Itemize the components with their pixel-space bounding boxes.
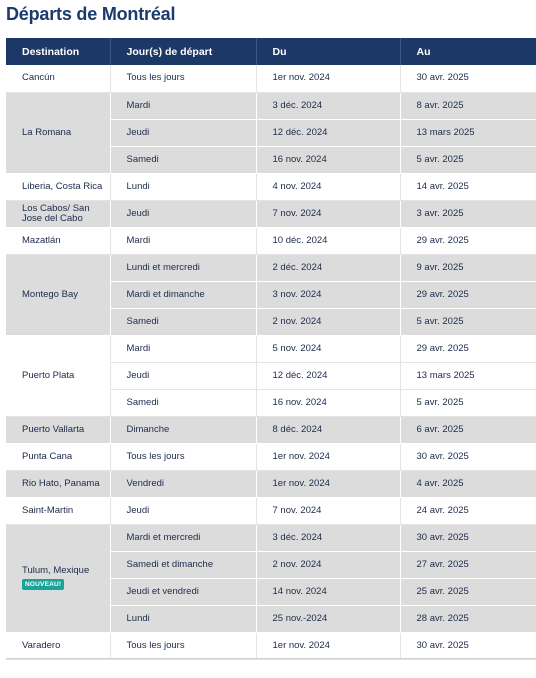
destination-cell xyxy=(6,200,110,227)
destination-name: Los Cabos/ San Jose del Cabo xyxy=(22,202,90,224)
destination-name: Puerto Plata xyxy=(22,369,75,381)
departure-day-cell: Mardi xyxy=(110,92,256,119)
destination-cell xyxy=(6,497,110,524)
from-date-cell: 12 déc. 2024 xyxy=(256,362,400,389)
table-row xyxy=(6,632,536,659)
departure-day-cell: Mardi et mercredi xyxy=(110,524,256,551)
header-row xyxy=(6,38,536,65)
from-date-cell: 2 nov. 2024 xyxy=(256,551,400,578)
page-title: Départs de Montréal xyxy=(6,4,176,24)
to-date-cell: 29 avr. 2025 xyxy=(400,227,536,254)
table-row xyxy=(6,65,536,92)
header-destination: Destination xyxy=(6,38,110,65)
table-header xyxy=(6,38,536,65)
to-date-cell: 30 avr. 2025 xyxy=(400,632,536,659)
destination-name: Mazatlán xyxy=(22,234,61,246)
to-date-cell: 5 avr. 2025 xyxy=(400,146,536,173)
new-badge: NOUVEAU! xyxy=(22,579,64,590)
departure-day-cell: Mardi xyxy=(110,227,256,254)
from-date-cell: 14 nov. 2024 xyxy=(256,578,400,605)
to-date-cell: 29 avr. 2025 xyxy=(400,335,536,362)
destination-name: Cancún xyxy=(22,72,55,84)
from-date-cell: 8 déc. 2024 xyxy=(256,416,400,443)
destination-name: Liberia, Costa Rica xyxy=(22,180,103,192)
table-row xyxy=(6,524,536,551)
from-date-cell: 5 nov. 2024 xyxy=(256,335,400,362)
destination-cell xyxy=(6,173,110,200)
departure-day-cell: Dimanche xyxy=(110,416,256,443)
table-row xyxy=(6,443,536,470)
departure-day-cell: Samedi xyxy=(110,308,256,335)
departure-day-cell: Tous les jours xyxy=(110,65,256,92)
from-date-cell: 3 déc. 2024 xyxy=(256,92,400,119)
from-date-cell: 7 nov. 2024 xyxy=(256,200,400,227)
to-date-cell: 30 avr. 2025 xyxy=(400,443,536,470)
table-bottom-rule xyxy=(6,658,536,659)
to-date-cell: 3 avr. 2025 xyxy=(400,200,536,227)
to-date-cell: 14 avr. 2025 xyxy=(400,173,536,200)
destination-cell xyxy=(6,470,110,497)
to-date-cell: 25 avr. 2025 xyxy=(400,578,536,605)
to-date-cell: 5 avr. 2025 xyxy=(400,308,536,335)
to-date-cell: 9 avr. 2025 xyxy=(400,254,536,281)
destination-cell xyxy=(6,65,110,92)
departure-day-cell: Lundi et mercredi xyxy=(110,254,256,281)
destination-cell xyxy=(6,335,110,416)
destination-cell xyxy=(6,254,110,335)
destination-name: Rio Hato, Panama xyxy=(22,477,100,489)
from-date-cell: 10 déc. 2024 xyxy=(256,227,400,254)
to-date-cell: 29 avr. 2025 xyxy=(400,281,536,308)
to-date-cell: 4 avr. 2025 xyxy=(400,470,536,497)
destination-name: La Romana xyxy=(22,126,72,138)
destination-cell xyxy=(6,443,110,470)
to-date-cell: 8 avr. 2025 xyxy=(400,92,536,119)
departure-day-cell: Samedi xyxy=(110,146,256,173)
destination-cell xyxy=(6,227,110,254)
departure-day-cell: Samedi et dimanche xyxy=(110,551,256,578)
from-date-cell: 3 nov. 2024 xyxy=(256,281,400,308)
departure-day-cell: Samedi xyxy=(110,389,256,416)
departure-day-cell: Mardi et dimanche xyxy=(110,281,256,308)
from-date-cell: 7 nov. 2024 xyxy=(256,497,400,524)
destination-name: Tulum, Mexique xyxy=(22,565,90,576)
from-date-cell: 1er nov. 2024 xyxy=(256,470,400,497)
to-date-cell: 13 mars 2025 xyxy=(400,362,536,389)
to-date-cell: 28 avr. 2025 xyxy=(400,605,536,632)
header-from: Du xyxy=(256,38,400,65)
from-date-cell: 1er nov. 2024 xyxy=(256,632,400,659)
destination-name: Punta Cana xyxy=(22,450,73,462)
table-row xyxy=(6,200,536,227)
from-date-cell: 4 nov. 2024 xyxy=(256,173,400,200)
from-date-cell: 1er nov. 2024 xyxy=(256,65,400,92)
to-date-cell: 24 avr. 2025 xyxy=(400,497,536,524)
table-row xyxy=(6,497,536,524)
table-row xyxy=(6,173,536,200)
from-date-cell: 16 nov. 2024 xyxy=(256,389,400,416)
destination-name: Montego Bay xyxy=(22,288,78,300)
to-date-cell: 27 avr. 2025 xyxy=(400,551,536,578)
from-date-cell: 12 déc. 2024 xyxy=(256,119,400,146)
from-date-cell: 1er nov. 2024 xyxy=(256,443,400,470)
departure-day-cell: Mardi xyxy=(110,335,256,362)
header-to: Au xyxy=(400,38,536,65)
to-date-cell: 13 mars 2025 xyxy=(400,119,536,146)
destination-name: Puerto Vallarta xyxy=(22,423,85,435)
destination-cell xyxy=(6,524,110,632)
departure-day-cell: Tous les jours xyxy=(110,632,256,659)
table-row xyxy=(6,470,536,497)
destination-name: Varadero xyxy=(22,639,61,651)
to-date-cell: 6 avr. 2025 xyxy=(400,416,536,443)
table-row xyxy=(6,92,536,119)
departure-day-cell: Jeudi xyxy=(110,119,256,146)
departure-day-cell: Jeudi xyxy=(110,200,256,227)
table-row xyxy=(6,335,536,362)
to-date-cell: 30 avr. 2025 xyxy=(400,524,536,551)
to-date-cell: 5 avr. 2025 xyxy=(400,389,536,416)
from-date-cell: 3 déc. 2024 xyxy=(256,524,400,551)
from-date-cell: 2 déc. 2024 xyxy=(256,254,400,281)
header-departure-days: Jour(s) de départ xyxy=(110,38,256,65)
departures-table xyxy=(6,38,536,660)
departure-day-cell: Tous les jours xyxy=(110,443,256,470)
departure-day-cell: Lundi xyxy=(110,173,256,200)
from-date-cell: 25 nov.-2024 xyxy=(256,605,400,632)
table-row xyxy=(6,227,536,254)
from-date-cell: 16 nov. 2024 xyxy=(256,146,400,173)
departure-day-cell: Jeudi et vendredi xyxy=(110,578,256,605)
departure-day-cell: Jeudi xyxy=(110,362,256,389)
departure-day-cell: Lundi xyxy=(110,605,256,632)
destination-cell xyxy=(6,632,110,659)
destination-cell xyxy=(6,416,110,443)
departure-day-cell: Vendredi xyxy=(110,470,256,497)
from-date-cell: 2 nov. 2024 xyxy=(256,308,400,335)
destination-cell xyxy=(6,92,110,173)
table-row xyxy=(6,416,536,443)
table-row xyxy=(6,254,536,281)
to-date-cell: 30 avr. 2025 xyxy=(400,65,536,92)
departure-day-cell: Jeudi xyxy=(110,497,256,524)
destination-name: Saint-Martin xyxy=(22,504,74,516)
table-body xyxy=(6,65,536,659)
